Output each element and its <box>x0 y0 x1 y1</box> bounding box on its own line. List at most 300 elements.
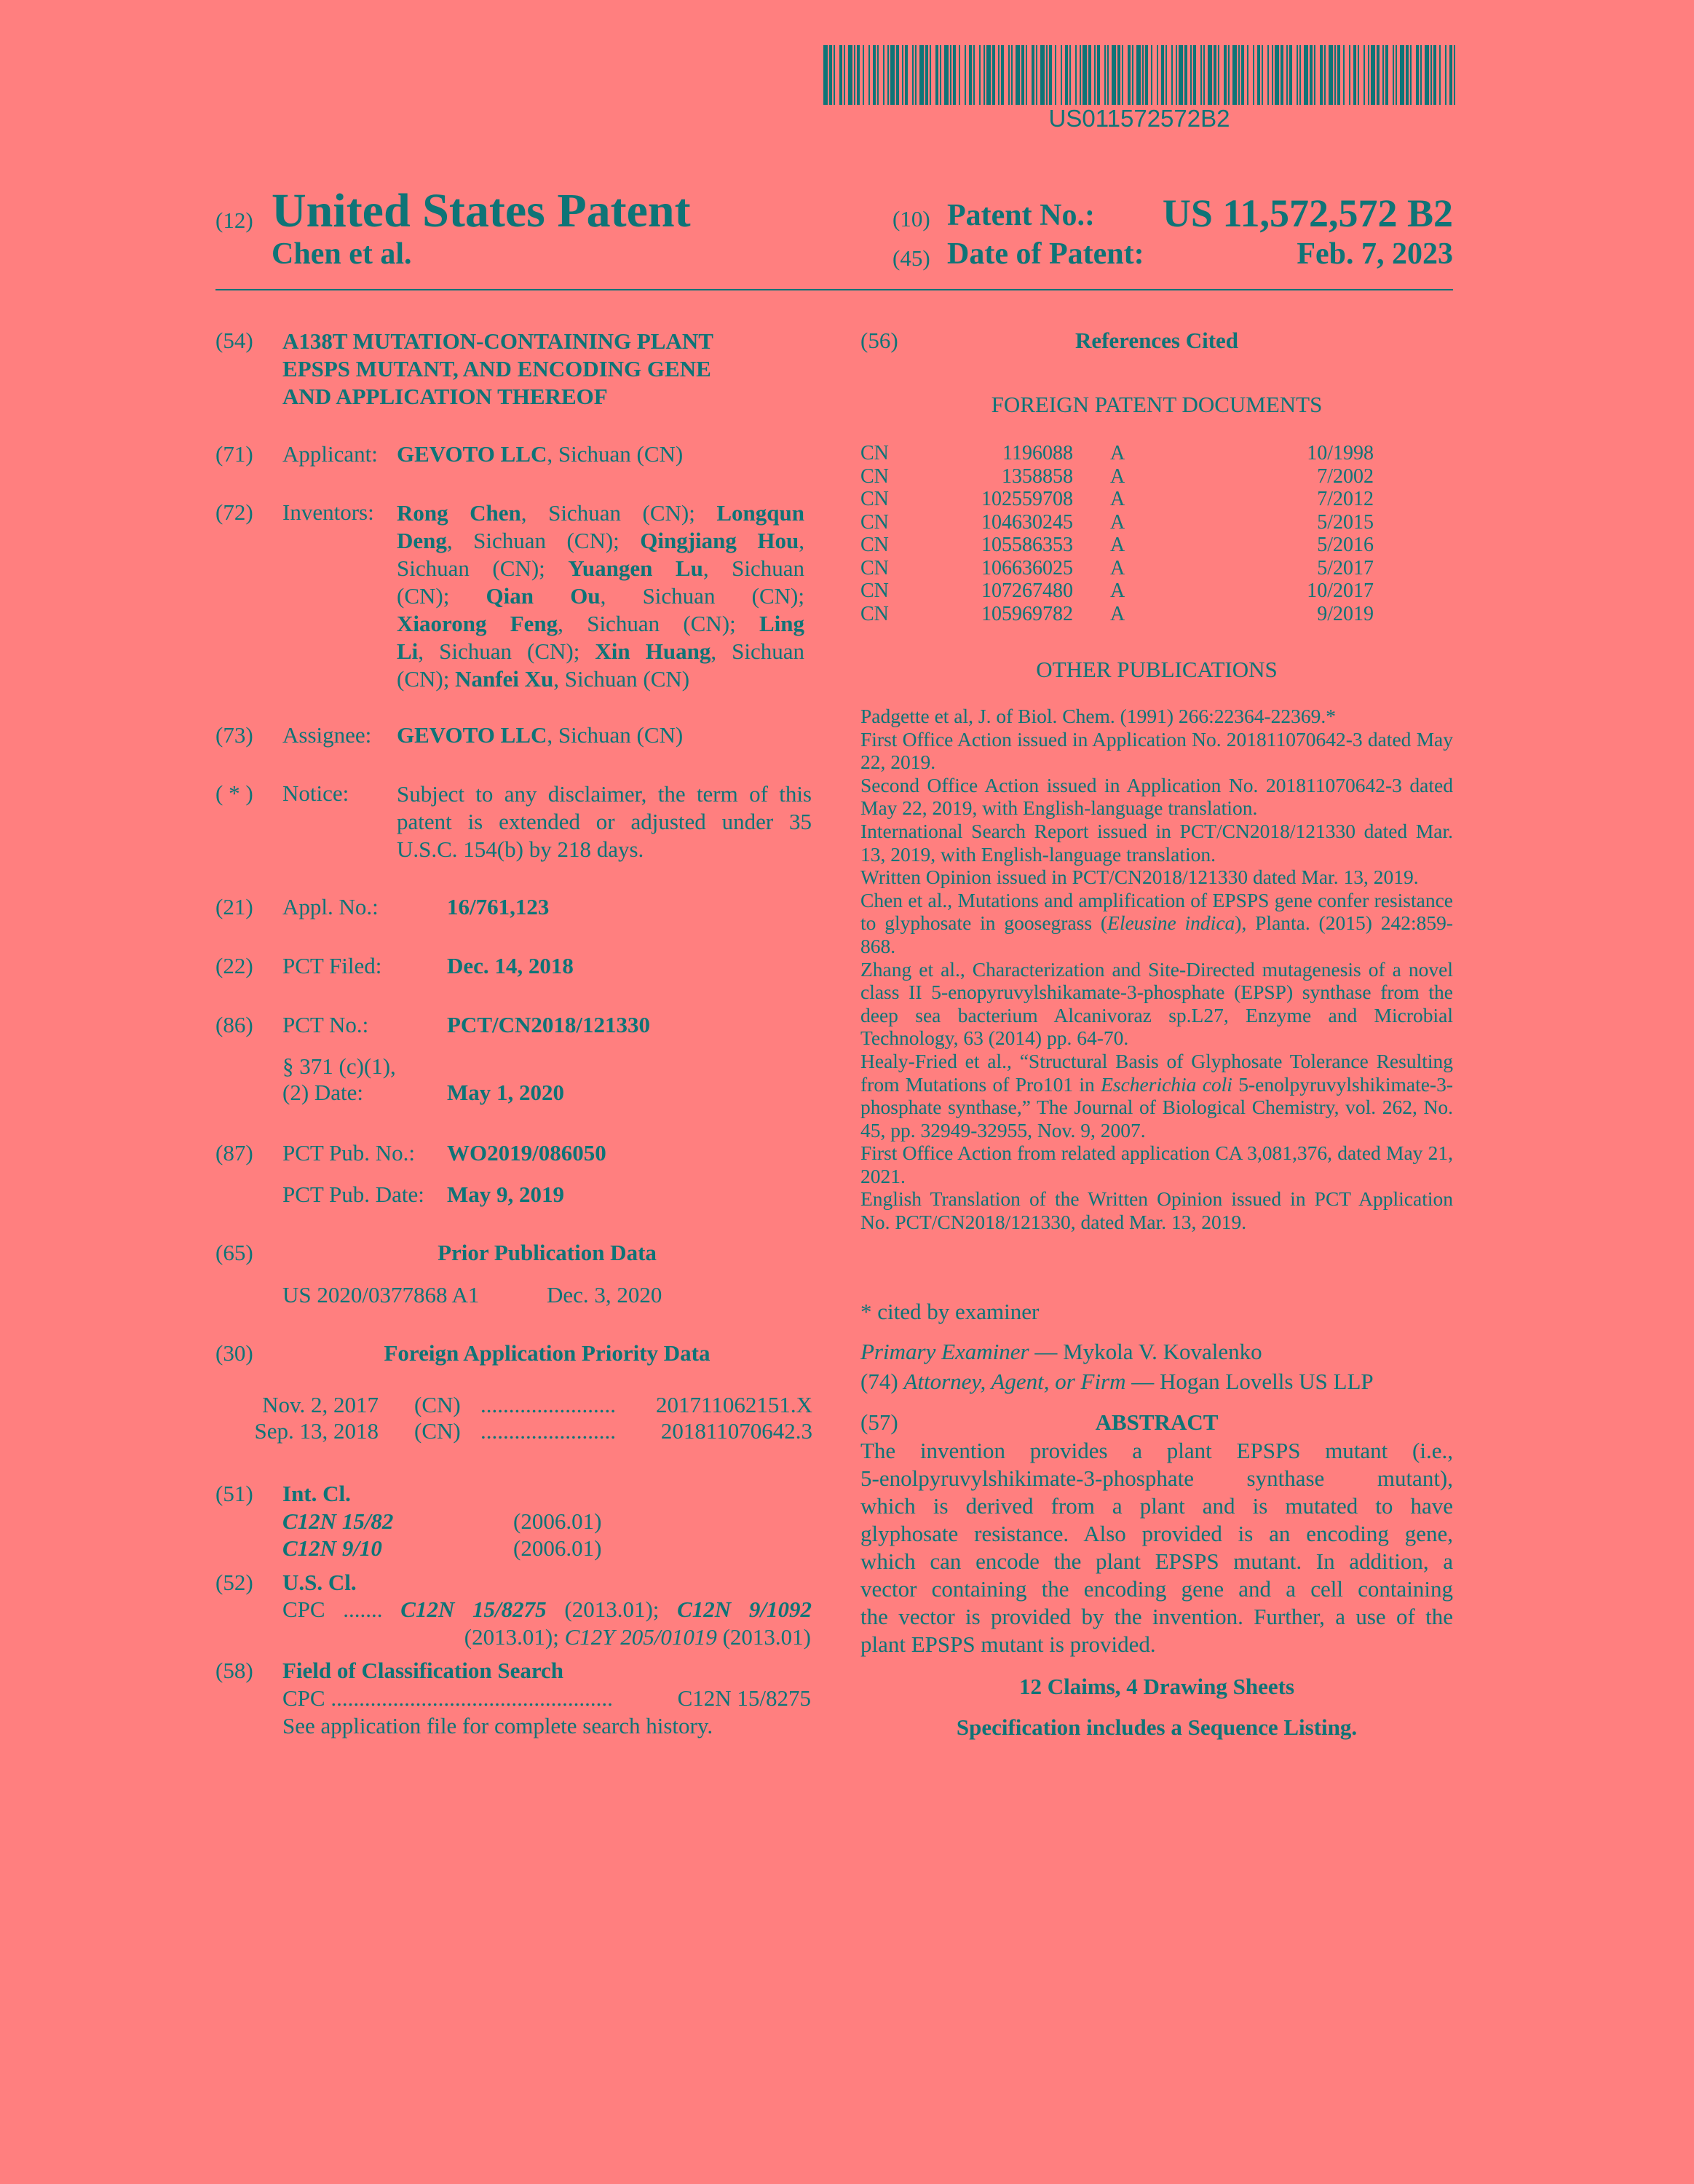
barcode-bar <box>1040 45 1045 105</box>
barcode-bar <box>1314 45 1315 105</box>
reference-row <box>860 603 1453 625</box>
code-12: (12) <box>215 207 253 233</box>
barcode <box>823 45 1455 105</box>
barcode-bar <box>877 45 879 105</box>
us-cl-version: (2013.01); <box>546 1597 678 1622</box>
code-74: (74) <box>860 1369 898 1394</box>
barcode-bar <box>1117 45 1120 105</box>
barcode-bar <box>1238 45 1240 105</box>
reference-number: 102559708 <box>981 488 1073 510</box>
barcode-bar <box>848 45 852 105</box>
us-cl-class: C12Y 205/01019 <box>564 1624 717 1650</box>
priority-dots: ........................ <box>480 1392 616 1417</box>
barcode-bar <box>930 45 931 105</box>
barcode-bar <box>992 45 995 105</box>
publication-entry: International Search Report issued in PCT/CN2018/121330 dated Mar. 13, 2019, with English-language translation. <box>860 819 1453 866</box>
barcode-bar <box>1145 45 1148 105</box>
barcode-bar <box>912 45 914 105</box>
inventor-line <box>397 610 804 638</box>
inventor-name: Xiaorong Feng <box>397 611 558 636</box>
field-search-cpc-value: C12N 15/8275 <box>677 1685 811 1711</box>
barcode-bar <box>1021 45 1024 105</box>
barcode-bar <box>959 45 960 105</box>
reference-row <box>860 465 1453 488</box>
priority-row <box>215 1392 812 1420</box>
barcode-bar <box>1396 45 1397 105</box>
prior-publication-date: Dec. 3, 2020 <box>547 1282 662 1307</box>
field-search-cpc: CPC .................................................. <box>282 1685 613 1711</box>
barcode-bar <box>896 45 899 105</box>
barcode-bar <box>1275 45 1279 105</box>
applicant-name: GEVOTO LLC <box>397 441 547 467</box>
pct-filed-label: PCT Filed: <box>282 953 382 978</box>
pct-pub-date-value: May 9, 2019 <box>447 1182 565 1207</box>
barcode-bar <box>1224 45 1227 105</box>
barcode-bar <box>1433 45 1436 105</box>
inventor-location: , Sichuan (CN); <box>418 638 595 664</box>
patent-no: US 11,572,572 B2 <box>1162 191 1453 235</box>
attorney-name: — Hogan Lovells US LLP <box>1125 1369 1374 1394</box>
code-56: (56) <box>860 328 898 353</box>
priority-dots: ........................ <box>480 1418 616 1444</box>
barcode-bar <box>1061 45 1062 105</box>
barcode-bar <box>883 45 884 105</box>
publication-entry: First Office Action issued in Application No. 201811070642-3 dated May 22, 2019. <box>860 727 1453 774</box>
barcode-bar <box>887 45 889 105</box>
abstract-text <box>860 1437 1453 1658</box>
references-cited-title: References Cited <box>1074 328 1239 353</box>
reference-country: CN <box>860 442 889 464</box>
barcode-bar <box>1297 45 1298 105</box>
inventor-name: Nanfei Xu <box>455 666 554 692</box>
barcode-bar <box>1406 45 1409 105</box>
inventor-location: , Sichuan (CN) <box>553 666 690 692</box>
barcode-bar <box>1132 45 1133 105</box>
code-65: (65) <box>215 1240 253 1265</box>
reference-country: CN <box>860 534 889 556</box>
inventor-line <box>397 665 804 693</box>
barcode-number: US011572572B2 <box>1048 105 1230 132</box>
reference-date: 7/2002 <box>1317 464 1374 488</box>
barcode-bar <box>854 45 855 105</box>
reference-number: 104630245 <box>981 510 1073 534</box>
reference-kind: A <box>1110 442 1125 464</box>
barcode-bar <box>1008 45 1010 105</box>
reference-kind: A <box>1110 579 1125 602</box>
assignee-location: , Sichuan (CN) <box>547 722 684 748</box>
us-cl-cpc: CPC ....... <box>282 1597 383 1622</box>
barcode-bar <box>857 45 860 105</box>
pct-pub-no-value: WO2019/086050 <box>447 1140 606 1166</box>
barcode-bar <box>935 45 938 105</box>
int-cl-version: (2006.01) <box>513 1535 602 1561</box>
inventor-name: Xin Huang <box>595 638 711 664</box>
barcode-bar <box>1097 45 1100 105</box>
inventor-line <box>397 555 804 582</box>
barcode-bar <box>1179 45 1183 105</box>
barcode-bar <box>1377 45 1380 105</box>
sequence-listing: Specification includes a Sequence Listing. <box>956 1714 1358 1740</box>
barcode-bar <box>1449 45 1452 105</box>
publication-entry: Chen et al., Mutations and amplification of EPSPS gene confer resistance to glyphosate in goosegrass (Eleusine indica), Planta. (2015) 242:859-868. <box>860 888 1453 957</box>
reference-number: 107267480 <box>981 579 1073 602</box>
inventor-location: (CN); <box>397 583 486 609</box>
reference-number: 1358858 <box>1002 464 1073 488</box>
us-cl-version: (2013.01) <box>716 1624 811 1650</box>
reference-kind: A <box>1110 464 1125 488</box>
code-52: (52) <box>215 1570 253 1595</box>
reference-row <box>860 579 1453 602</box>
assignee-value <box>397 722 683 748</box>
barcode-bar <box>1122 45 1123 105</box>
attorney-label: Attorney, Agent, or Firm <box>903 1369 1126 1394</box>
barcode-bar <box>1382 45 1384 105</box>
s371-date-label: (2) Date: <box>282 1080 364 1105</box>
barcode-bar <box>1232 45 1237 105</box>
inventor-location: , Sichuan (CN); <box>558 611 759 636</box>
abstract-line: plant EPSPS mutant is provided. <box>860 1631 1156 1657</box>
code-73: (73) <box>215 722 253 748</box>
code-30: (30) <box>215 1340 253 1366</box>
reference-kind: A <box>1110 534 1125 556</box>
reference-kind: A <box>1110 488 1125 510</box>
reference-kind: A <box>1110 556 1125 579</box>
barcode-bar <box>1080 45 1081 105</box>
barcode-bar <box>1190 45 1192 105</box>
reference-country: CN <box>860 488 889 510</box>
barcode-bar <box>1200 45 1202 105</box>
inventor-name: Qingjiang Hou <box>640 528 799 553</box>
inventor-name: Rong Chen <box>397 500 521 526</box>
reference-date: 5/2017 <box>1317 556 1374 579</box>
abstract-line: 5-enolpyruvylshikimate-3-phosphate synthase mutant), <box>860 1465 1453 1491</box>
assignee-label: Assignee: <box>282 722 372 748</box>
barcode-bar <box>950 45 951 105</box>
barcode-bar <box>1032 45 1034 105</box>
barcode-bar <box>839 45 842 105</box>
priority-number: 201711062151.X <box>656 1392 812 1417</box>
barcode-bar <box>1151 45 1152 105</box>
barcode-bar <box>1228 45 1230 105</box>
s371-date-value: May 1, 2020 <box>447 1080 565 1105</box>
publication-entry: Written Opinion issued in PCT/CN2018/121330 dated Mar. 13, 2019. <box>860 866 1419 889</box>
barcode-bar <box>1281 45 1283 105</box>
int-cl-class: C12N 9/10 <box>282 1535 382 1561</box>
barcode-bar <box>834 45 835 105</box>
us-cl-line2 <box>464 1624 811 1650</box>
barcode-bar <box>915 45 917 105</box>
priority-country: (CN) <box>414 1418 461 1444</box>
int-cl-title: Int. Cl. <box>282 1481 351 1506</box>
barcode-bar <box>1075 45 1077 105</box>
barcode-bar <box>1425 45 1429 105</box>
barcode-bar <box>1094 45 1096 105</box>
barcode-bar <box>1016 45 1020 105</box>
inventor-location: Sichuan (CN); <box>397 555 569 581</box>
barcode-bar <box>868 45 870 105</box>
barcode-bar <box>829 45 832 105</box>
barcode-bar <box>1046 45 1048 105</box>
abstract-line: which is derived from a plant and is mutated to have <box>860 1493 1453 1519</box>
barcode-bar <box>953 45 956 105</box>
pct-no-value: PCT/CN2018/121330 <box>447 1012 650 1037</box>
reference-number: 106636025 <box>981 556 1073 579</box>
inventor-line <box>397 527 804 555</box>
reference-row <box>860 557 1453 579</box>
reference-date: 9/2019 <box>1317 602 1374 625</box>
field-search-title: Field of Classification Search <box>282 1658 564 1683</box>
barcode-bar <box>1026 45 1027 105</box>
reference-date: 10/2017 <box>1307 579 1374 602</box>
barcode-bar <box>1299 45 1301 105</box>
barcode-bar <box>973 45 975 105</box>
barcode-bar <box>1368 45 1369 105</box>
attorney <box>860 1369 1374 1395</box>
code-51: (51) <box>215 1481 253 1506</box>
reference-row <box>860 488 1453 510</box>
barcode-bar <box>1011 45 1013 105</box>
title-line: A138T MUTATION-CONTAINING PLANT <box>282 328 713 354</box>
patent-no-label: Patent No.: <box>947 199 1095 232</box>
abstract-line: the vector is provided by the invention. Further, a use of the <box>860 1604 1453 1629</box>
barcode-bar <box>983 45 985 105</box>
barcode-bar <box>1286 45 1288 105</box>
patent-title: United States Patent <box>272 184 691 237</box>
code-54: (54) <box>215 328 253 353</box>
inventor-line <box>397 499 804 527</box>
barcode-bar <box>1218 45 1219 105</box>
barcode-bar <box>1385 45 1388 105</box>
publication-entry: English Translation of the Written Opinion issued in PCT Application No. PCT/CN2018/121330, dated Mar. 13, 2019. <box>860 1187 1453 1234</box>
barcode-bar <box>1001 45 1004 105</box>
barcode-bar <box>1112 45 1116 105</box>
reference-row <box>860 534 1453 556</box>
species-name: Escherichia coli <box>1101 1072 1232 1096</box>
inventor-line <box>397 638 804 665</box>
barcode-bar <box>1049 45 1052 105</box>
inventor-location: (CN); <box>397 666 456 692</box>
pct-pub-no-label: PCT Pub. No.: <box>282 1140 416 1166</box>
barcode-bar <box>1088 45 1091 105</box>
prior-publication-title: Prior Publication Data <box>438 1240 657 1265</box>
applicant-value <box>397 441 683 467</box>
notice-line: Subject to any disclaimer, the term of this <box>397 781 812 807</box>
prior-publication-number: US 2020/0377868 A1 <box>282 1282 480 1307</box>
inventor-location: , Sichuan (CN); <box>521 500 717 526</box>
reference-date: 5/2016 <box>1317 534 1374 556</box>
us-cl-class: C12N 9/1092 <box>677 1597 812 1622</box>
inventors-list <box>397 499 804 693</box>
barcode-bar <box>1065 45 1068 105</box>
barcode-bar <box>1420 45 1422 105</box>
barcode-bar <box>1203 45 1205 105</box>
reference-date: 5/2015 <box>1317 510 1374 534</box>
inventor-name: Longqun <box>716 500 804 526</box>
barcode-bar <box>1193 45 1196 105</box>
us-cl-class: C12N 15/8275 <box>400 1597 547 1622</box>
code-58: (58) <box>215 1658 253 1683</box>
reference-row <box>860 442 1453 464</box>
barcode-bar <box>1353 45 1356 105</box>
barcode-bar <box>890 45 895 105</box>
code-45: (45) <box>892 245 930 271</box>
barcode-bar <box>1208 45 1212 105</box>
barcode-bar <box>1349 45 1350 105</box>
inventor-line <box>397 582 804 610</box>
barcode-bar <box>1289 45 1292 105</box>
reference-date: 10/1998 <box>1307 442 1374 464</box>
abstract-line: vector containing the encoding gene and a cell containing <box>860 1576 1453 1602</box>
barcode-bar <box>1083 45 1087 105</box>
barcode-bar <box>1363 45 1365 105</box>
barcode-bar <box>823 45 828 105</box>
us-cl-line1 <box>282 1597 812 1623</box>
barcode-bar <box>1445 45 1446 105</box>
reference-country: CN <box>860 602 889 625</box>
barcode-bar <box>1329 45 1333 105</box>
notice-line: U.S.C. 154(b) by 218 days. <box>397 836 644 862</box>
reference-country: CN <box>860 464 889 488</box>
priority-number: 201811070642.3 <box>660 1418 812 1444</box>
cited-by-examiner: * cited by examiner <box>860 1299 1040 1324</box>
abstract-line: which can encode the plant EPSPS mutant. In addition, a <box>860 1548 1453 1574</box>
code-72: (72) <box>215 499 253 525</box>
code-notice: ( * ) <box>215 780 253 806</box>
barcode-bar <box>1176 45 1177 105</box>
reference-kind: A <box>1110 602 1125 625</box>
barcode-bar <box>1416 45 1419 105</box>
barcode-bar <box>1267 45 1269 105</box>
barcode-bar <box>969 45 972 105</box>
barcode-bar <box>1214 45 1216 105</box>
date-label: Date of Patent: <box>947 237 1144 271</box>
barcode-bar <box>1257 45 1260 105</box>
abstract-title: ABSTRACT <box>1095 1409 1219 1435</box>
barcode-bar <box>1343 45 1345 105</box>
barcode-bar <box>863 45 864 105</box>
publication-entry: Padgette et al, J. of Biol. Chem. (1991) 266:22364-22369.* <box>860 705 1337 727</box>
reference-kind: A <box>1110 510 1125 534</box>
abstract-line: glyphosate resistance. Also provided is an encoding gene, <box>860 1521 1453 1546</box>
s371-label: § 371 (c)(1), <box>282 1053 396 1079</box>
inventor-location: , Sichuan (CN); <box>600 583 804 609</box>
examiner-label: Primary Examiner <box>860 1339 1029 1364</box>
barcode-bar <box>940 45 941 105</box>
barcode-bar <box>905 45 908 105</box>
inventor-name: Ling <box>759 611 804 636</box>
barcode-bar <box>1454 45 1455 105</box>
barcode-bar <box>986 45 991 105</box>
reference-number: 1196088 <box>1002 442 1073 464</box>
barcode-bar <box>1334 45 1336 105</box>
inventor-location: , Sichuan <box>702 555 804 581</box>
reference-row <box>860 511 1453 534</box>
int-cl-class: C12N 15/82 <box>282 1508 394 1534</box>
barcode-bar <box>1184 45 1187 105</box>
priority-date: Sep. 13, 2018 <box>254 1418 379 1444</box>
barcode-bar <box>1171 45 1173 105</box>
publication-entry: Healy-Fried et al., “Structural Basis of Glyphosate Tolerance Resulting from Mutations of Pro101 in Escherichia coli 5-enolpyruvylshikimate-3-phosphate synthase,” The Journal of Biological Chemistry, vol. 262, No. 45, pp. 32949-32955, Nov. 9, 2007. <box>860 1049 1453 1142</box>
pct-filed-value: Dec. 14, 2018 <box>447 953 574 978</box>
reference-number: 105969782 <box>981 602 1073 625</box>
barcode-bar <box>1393 45 1394 105</box>
authors: Chen et al. <box>272 237 412 271</box>
code-86: (86) <box>215 1012 253 1037</box>
barcode-bar <box>1069 45 1071 105</box>
invention-title <box>282 328 821 411</box>
barcode-bar <box>902 45 903 105</box>
inventor-location: , Sichuan (CN); <box>446 528 641 553</box>
barcode-bar <box>1320 45 1323 105</box>
barcode-bar <box>1241 45 1244 105</box>
barcode-bar <box>1036 45 1037 105</box>
publication-entry: Second Office Action issued in Application No. 201811070642-3 dated May 22, 2019, with English-language translation. <box>860 773 1453 820</box>
code-21: (21) <box>215 894 253 919</box>
inventor-location: , <box>799 528 804 553</box>
int-cl-version: (2006.01) <box>513 1508 602 1534</box>
barcode-bar <box>1128 45 1131 105</box>
reference-date: 7/2012 <box>1317 488 1374 510</box>
priority-country: (CN) <box>414 1392 461 1417</box>
barcode-bar <box>1358 45 1359 105</box>
primary-examiner <box>860 1339 1262 1365</box>
barcode-bar <box>1410 45 1412 105</box>
barcode-bar <box>1142 45 1144 105</box>
barcode-bar <box>1247 45 1248 105</box>
barcode-bar <box>1055 45 1056 105</box>
examiner-name: — Mykola V. Kovalenko <box>1029 1339 1262 1364</box>
reference-country: CN <box>860 510 889 534</box>
appl-no-label: Appl. No.: <box>282 894 379 919</box>
inventor-name: Li <box>397 638 419 664</box>
code-57: (57) <box>860 1409 898 1435</box>
barcode-bar <box>1304 45 1308 105</box>
barcode-bar <box>1310 45 1313 105</box>
title-line: AND APPLICATION THEREOF <box>282 384 608 409</box>
publication-entry: Zhang et al., Characterization and Site-Directed mutagenesis of a novel class II 5-enopyruvylshikamate-3-phosphate (EPSP) synthase from the deep sea bacterium Alcanivoraz sp.L27, Enzyme and Microbial Technology, 63 (2014) pp. 64-70. <box>860 957 1453 1050</box>
title-line: EPSPS MUTANT, AND ENCODING GENE <box>282 356 711 381</box>
barcode-bar <box>1104 45 1106 105</box>
pct-pub-date-label: PCT Pub. Date: <box>282 1182 424 1207</box>
other-publications-list <box>860 705 1453 1234</box>
us-cl-title: U.S. Cl. <box>282 1570 357 1595</box>
assignee-name: GEVOTO LLC <box>397 722 547 748</box>
appl-no-value: 16/761,123 <box>447 894 550 919</box>
publication-entry: First Office Action from related application CA 3,081,376, dated May 21, 2021. <box>860 1142 1453 1187</box>
header-rule <box>215 289 1453 290</box>
barcode-bar <box>1400 45 1404 105</box>
notice-line: patent is extended or adjusted under 35 <box>397 809 812 834</box>
foreign-priority-title: Foreign Application Priority Data <box>384 1340 711 1366</box>
reference-country: CN <box>860 556 889 579</box>
barcode-bar <box>1165 45 1167 105</box>
barcode-bar <box>844 45 845 105</box>
barcode-bar <box>1136 45 1141 105</box>
priority-row <box>215 1418 812 1446</box>
barcode-bar <box>873 45 876 105</box>
other-publications-title: OTHER PUBLICATIONS <box>1036 657 1278 682</box>
pct-no-label: PCT No.: <box>282 1012 369 1037</box>
notice-text <box>397 780 812 863</box>
code-22: (22) <box>215 953 253 978</box>
barcode-bar <box>965 45 966 105</box>
date-of-patent: Feb. 7, 2023 <box>1297 237 1453 271</box>
inventors-label: Inventors: <box>282 499 374 525</box>
species-name: Eleusine indica <box>1107 911 1235 935</box>
code-10: (10) <box>892 206 930 232</box>
inventor-location: , Sichuan <box>711 638 805 664</box>
barcode-bar <box>1439 45 1441 105</box>
